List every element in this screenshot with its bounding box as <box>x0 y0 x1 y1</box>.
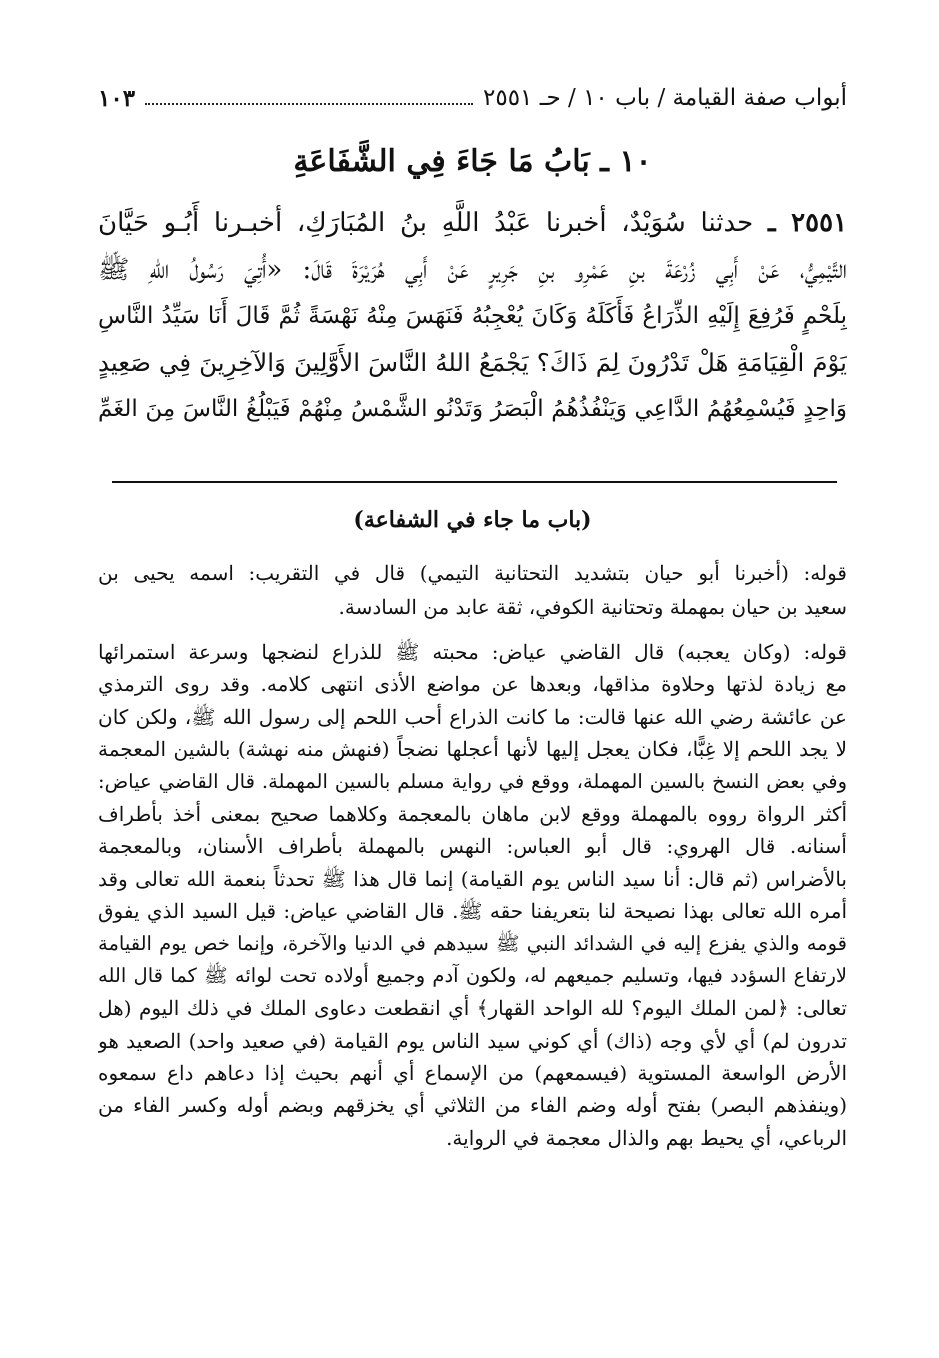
commentary-title: (باب ما جاء في الشفاعة) <box>353 507 592 533</box>
chapter-title: ١٠ ـ بَابُ مَا جَاءَ فِي الشَّفَاعَةِ <box>293 144 652 179</box>
commentary-line: بالأضراس (ثم قال: أنا سيد الناس يوم القيامة) إنما قال هذا ﷺ تحدثاً بنعمة الله تعالى وقد <box>98 866 847 891</box>
commentary-line: أمره الله تعالى بهذا نصيحة لنا بتعريفنا حقه ﷺ. قال القاضي عياض: قيل السيد الذي يفوق <box>98 899 847 924</box>
commentary-line: قومه والذي يفزع إليه في الشدائد النبي ﷺ سيدهم في الدنيا والآخرة، وإنما خص يوم القيامة <box>98 931 847 955</box>
commentary-line: الرباعي، أي يحيط بهم والذال معجمة في الرواية. <box>446 1125 847 1150</box>
page-number: ١٠٣ <box>98 84 136 112</box>
commentary-line: تدرون لم) أي لأي وجه (ذاك) أي كوني سيد الناس يوم القيامة (في صعيد واحد) الصعيد هو <box>98 1028 847 1053</box>
hadith-line <box>98 200 847 247</box>
hadith-line: وَاحِدٍ فَيُسْمِعُهُمُ الدَّاعِي وَيَنْفُذُهُمُ الْبَصَرُ وَتَدْنُو الشَّمْسُ مِنْهُمْ فَيَبْلُغُ النَّاسَ مِنَ الغَمِّ <box>98 396 847 422</box>
commentary-line: (وينفذهم البصر) بفتح أوله وضم الفاء من الثلاثي أي يخزقهم وبضم أوله وكسر الفاء من <box>98 1093 847 1118</box>
page <box>98 0 847 1358</box>
commentary-line: أكثر الرواة رووه بالمهملة ووقع لابن ماهان بالمعجمة وكلاهما صحيح بمعنى أخذ بأطراف <box>98 801 847 826</box>
commentary-line: عن عائشة رضي الله عنها قالت: ما كانت الذراع أحب اللحم إلى رسول الله ﷺ، ولكن كان <box>98 704 847 729</box>
hadith-line: التَّيْمِيُّ، عَنْ أَبِي زُرْعَةَ بنِ عَمْرِو بنِ جَرِيرٍ عَنْ أَبِي هُرَيْرَةَ قَالَ: «أُتِيَ رَسُولُ اللهِ ﷺ <box>98 254 847 285</box>
running-header-title: أبواب صفة القيامة / باب ١٠ / حـ ٢٥٥١ <box>483 85 847 111</box>
commentary-paragraph <box>98 556 847 624</box>
hadith-line: بِلَحْمٍ فَرُفِعَ إِلَيْهِ الذِّرَاعُ فَأَكَلَهُ وَكَانَ يُعْجِبُهُ فَنَهَسَ مِنْهُ نَهْسَةً ثُمَّ قَالَ أَنَا سَيِّدُ النَّاسِ <box>98 303 847 329</box>
commentary-line: وفي بعض النسخ بالسين المهملة، ووقع في رواية مسلم بالسين المهملة. قال القاضي عياض: <box>98 769 847 793</box>
commentary-line: لا يجد اللحم إلا غِبًّا، فكان يعجل إليها لأنها أعجلها نضجاً (فنهش منه نهشة) بالشين المعجمة <box>98 737 847 762</box>
hadith-number: ٢٥٥١ ـ <box>768 208 847 238</box>
commentary-text <box>98 556 847 1154</box>
commentary-line: قوله: (أخبرنا أبو حيان بتشديد التحتانية التيمي) قال في التقريب: اسمه يحيى بن <box>98 561 847 585</box>
commentary-line: لارتفاع السؤدد فيها، وتسليم جميعهم له، ولكون آدم وجميع أولاده تحت لوائه ﷺ كما قال الله <box>98 963 847 987</box>
hadith-line-text: حدثنا سُوَيْدٌ، أخبرنا عَبْدُ اللَّهِ بنُ المُبَارَكِ، أخبـرنا أَبُـو حَيَّانَ <box>98 208 754 238</box>
commentary-line: أسنانه. قال الهروي: قال أبو العباس: النهس بالمهملة بأطراف الأسنان، وبالمعجمة <box>98 834 847 859</box>
commentary-line: سعيد بن حيان بمهملة وتحتانية الكوفي، ثقة عابد من السادسة. <box>338 595 847 619</box>
hadith-text <box>98 200 847 433</box>
hadith-line: يَوْمَ الْقِيَامَةِ هَلْ تَدْرُونَ لِمَ ذَاكَ؟ يَجْمَعُ اللهُ النَّاسَ الأَوَّلِينَ وَالآخِرِينَ فِي صَعِيدٍ <box>98 347 847 377</box>
commentary-line: تعالى: ﴿لمن الملك اليوم؟ لله الواحد القهار﴾ أي انقطعت دعاوى الملك في ذلك اليوم (هل <box>98 996 847 1021</box>
running-header <box>98 80 847 116</box>
commentary-line: مع زيادة لذتها وحلاوة مذاقها، وبعدها عن مواضع الأذى انتهى كلامه. وقد روى الترمذي <box>98 672 847 697</box>
commentary-paragraph <box>98 636 847 1154</box>
commentary-line: قوله: (وكان يعجبه) قال القاضي عياض: محبته ﷺ للذراع لنضجها وسرعة استمرائها <box>98 640 847 664</box>
commentary-line: الأرض الواسعة المستوية (فيسمعهم) من الإسماع أي أنهم بحيث إذا دعاهم داع سمعوه <box>98 1061 847 1086</box>
section-divider <box>112 481 837 483</box>
dot-leader <box>145 103 473 105</box>
